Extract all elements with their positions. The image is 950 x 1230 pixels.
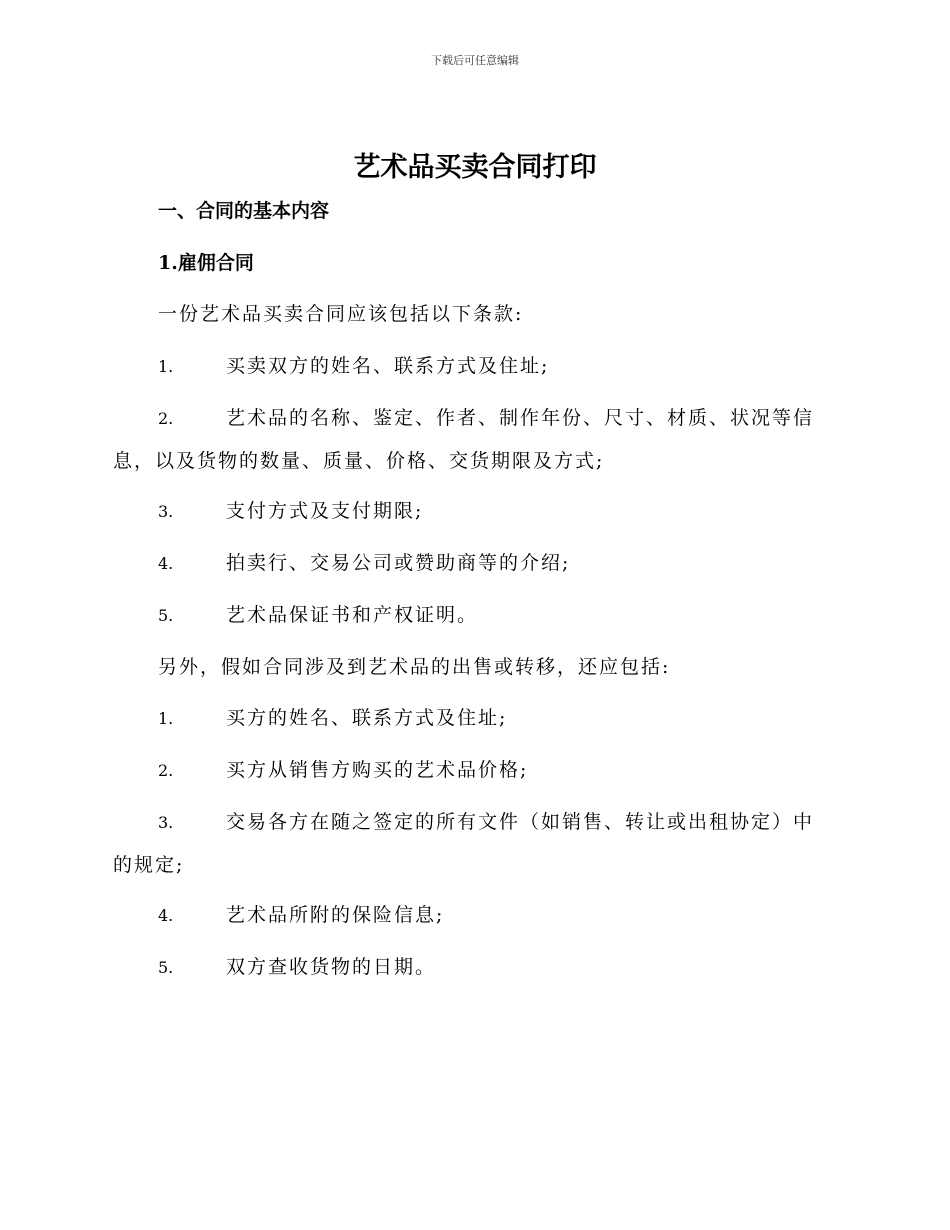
list-item-text: 买卖双方的姓名、联系方式及住址; bbox=[226, 355, 550, 377]
list-item bbox=[158, 954, 436, 981]
list-item bbox=[158, 498, 423, 525]
list-item bbox=[158, 353, 549, 380]
list-item bbox=[158, 902, 444, 929]
list-item-text: 拍卖行、交易公司或赞助商等的介绍; bbox=[226, 552, 571, 574]
subsection-heading: 1.雇佣合同 bbox=[158, 252, 254, 274]
list-item-number: 2. bbox=[158, 761, 174, 780]
list-item-continuation: 息，以及货物的数量、质量、价格、交货期限及方式; bbox=[113, 450, 605, 472]
list-item-number: 3. bbox=[158, 813, 174, 832]
intro-paragraph: 一份艺术品买卖合同应该包括以下条款: bbox=[158, 303, 524, 325]
list-item-text: 交易各方在随之签定的所有文件（如销售、转让或出租协定）中 bbox=[226, 811, 815, 833]
list-item-number: 4. bbox=[158, 554, 174, 573]
list-item-text: 买方的姓名、联系方式及住址; bbox=[226, 707, 508, 729]
list-item bbox=[158, 809, 814, 836]
list-item-text: 艺术品的名称、鉴定、作者、制作年份、尺寸、材质、状况等信 bbox=[226, 407, 815, 429]
list-item-text: 双方查收货物的日期。 bbox=[226, 956, 437, 978]
list-item-number: 5. bbox=[158, 606, 174, 625]
list-item-number: 1. bbox=[158, 357, 174, 376]
page-header: 下载后可任意编辑 bbox=[431, 54, 519, 67]
section-heading: 一、合同的基本内容 bbox=[158, 200, 330, 222]
list-item-text: 买方从销售方购买的艺术品价格; bbox=[226, 759, 529, 781]
list-item bbox=[158, 405, 814, 432]
list-item-number: 2. bbox=[158, 409, 174, 428]
list-item-text: 艺术品所附的保险信息; bbox=[226, 904, 445, 926]
list-item bbox=[158, 550, 570, 577]
list-item-number: 5. bbox=[158, 958, 174, 977]
list-item bbox=[158, 602, 478, 629]
list-item-text: 支付方式及支付期限; bbox=[226, 500, 424, 522]
list-item bbox=[158, 705, 507, 732]
document-title: 艺术品买卖合同打印 bbox=[353, 152, 597, 183]
list-item-number: 3. bbox=[158, 502, 174, 521]
list-item bbox=[158, 757, 528, 784]
list-item-number: 4. bbox=[158, 906, 174, 925]
list-item-number: 1. bbox=[158, 709, 174, 728]
list-item-continuation: 的规定; bbox=[113, 854, 185, 876]
list-item-text: 艺术品保证书和产权证明。 bbox=[226, 604, 479, 626]
intro-paragraph-2: 另外，假如合同涉及到艺术品的出售或转移，还应包括: bbox=[158, 656, 671, 678]
